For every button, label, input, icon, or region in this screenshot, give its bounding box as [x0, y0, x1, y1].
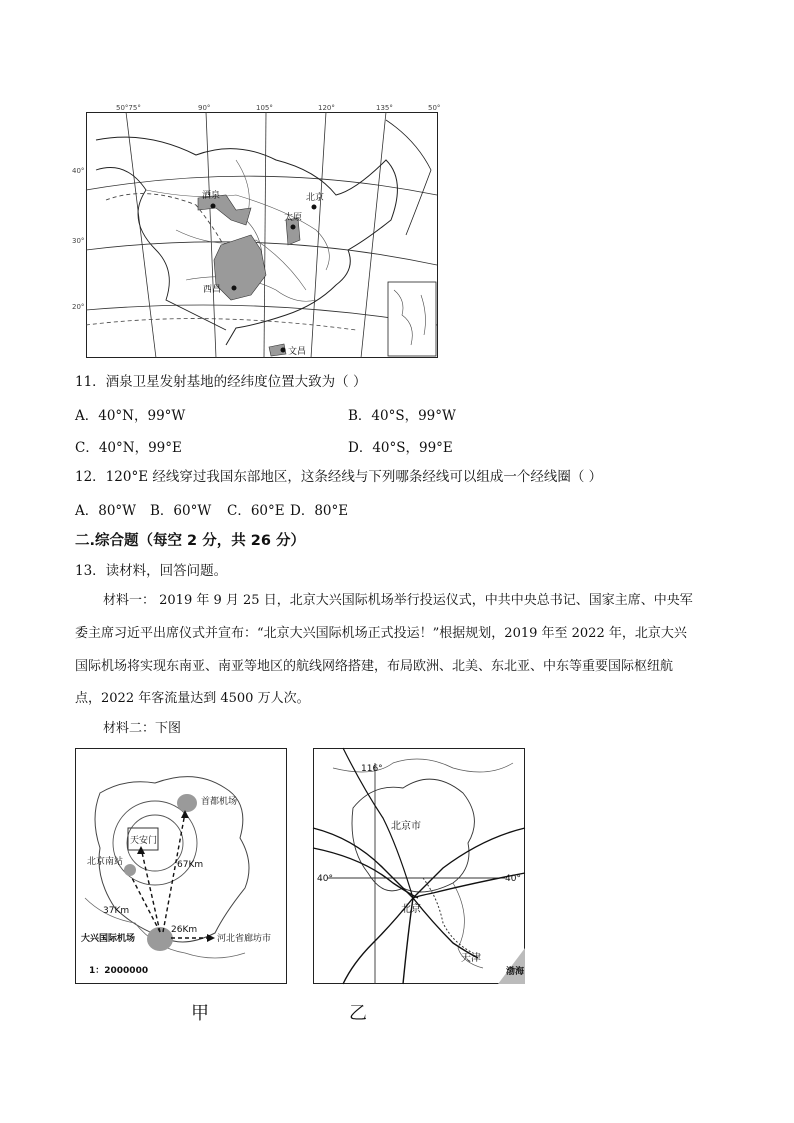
- q12-option-a[interactable]: A．80°W: [75, 503, 137, 519]
- china-map-svg: [86, 100, 441, 358]
- q11-option-d[interactable]: D．40°S，99°E: [348, 440, 453, 456]
- label-lon116: 116°: [361, 764, 383, 774]
- lon-tick-0: 50°75°: [116, 104, 141, 112]
- label-wenchang: 文昌: [288, 347, 307, 357]
- label-scale: 1：2000000: [89, 966, 149, 976]
- label-jiuquan: 酒泉: [202, 191, 221, 201]
- label-beijing: 北京: [401, 904, 421, 915]
- lon-tick-4: 135°: [376, 104, 393, 112]
- q11-stem: 11．酒泉卫星发射基地的经纬度位置大致为（ ）: [75, 374, 367, 390]
- material2-label: 材料二：下图: [103, 721, 182, 736]
- label-capital-airport: 首都机场: [201, 797, 238, 807]
- material1-line1: 材料一： 2019 年 9 月 25 日，北京大兴国际机场举行投运仪式，中共中央总书记、国家主席、中央军: [103, 593, 693, 608]
- map-yi-svg: [313, 748, 525, 984]
- caption-jia: 甲: [191, 1003, 209, 1024]
- q11-option-a[interactable]: A．40°N，99°W: [75, 408, 186, 424]
- label-daxing: 大兴国际机场: [81, 934, 136, 944]
- label-d67: 67Km: [177, 860, 204, 870]
- lon-tick-2: 105°: [256, 104, 273, 112]
- q12-stem: 12．120°E 经线穿过我国东部地区，这条经线与下列哪条经线可以组成一个经线圈（ ）: [75, 469, 603, 485]
- material1-line2: 委主席习近平出席仪式并宣布：“北京大兴国际机场正式投运！”根据规划，2019 年至 2022 年，北京大兴: [75, 626, 687, 641]
- label-beijing: 北京: [306, 193, 325, 203]
- label-south-station: 北京南站: [87, 857, 124, 867]
- map-jia: [75, 748, 287, 984]
- q12-option-b[interactable]: B．60°W: [150, 503, 212, 519]
- label-d26: 26Km: [171, 925, 198, 935]
- china-map: [86, 100, 441, 358]
- label-beijing-city: 北京市: [391, 821, 421, 832]
- material1-line4: 点，2022 年客流量达到 4500 万人次。: [75, 691, 310, 706]
- label-taiyuan: 太原: [284, 213, 303, 223]
- caption-yi: 乙: [349, 1003, 367, 1024]
- lat-tick-40: 40°: [72, 167, 85, 175]
- q13-stem: 13．读材料，回答问题。: [75, 563, 228, 579]
- section-title: 二.综合题（每空 2 分，共 26 分）: [75, 533, 305, 549]
- q12-option-c[interactable]: C．60°E: [227, 503, 285, 519]
- label-lat40-left: 40°: [317, 874, 333, 884]
- lon-tick-5: 50°: [428, 104, 441, 112]
- label-bohai: 渤海: [506, 967, 525, 977]
- label-lat40-right: 40°: [505, 874, 521, 884]
- label-d37: 37Km: [103, 906, 130, 916]
- lat-tick-20: 20°: [72, 303, 85, 311]
- lon-tick-1: 90°: [198, 104, 211, 112]
- label-xichang: 西昌: [203, 285, 222, 295]
- q11-option-c[interactable]: C．40°N，99°E: [75, 440, 182, 456]
- label-tianjin: 天津: [461, 953, 481, 964]
- map-yi: [313, 748, 525, 984]
- q12-option-d[interactable]: D．80°E: [290, 503, 349, 519]
- lat-tick-30: 30°: [72, 237, 85, 245]
- label-langfang: 河北省廊坊市: [217, 934, 272, 944]
- material1-line3: 国际机场将实现东南亚、南亚等地区的航线网络搭建，布局欧洲、北美、东北亚、中东等重要国际枢纽航: [75, 659, 674, 674]
- q11-option-b[interactable]: B．40°S，99°W: [348, 408, 456, 424]
- map-jia-svg: [75, 748, 287, 984]
- lon-tick-3: 120°: [318, 104, 335, 112]
- label-tiananmen: 天安门: [130, 836, 158, 846]
